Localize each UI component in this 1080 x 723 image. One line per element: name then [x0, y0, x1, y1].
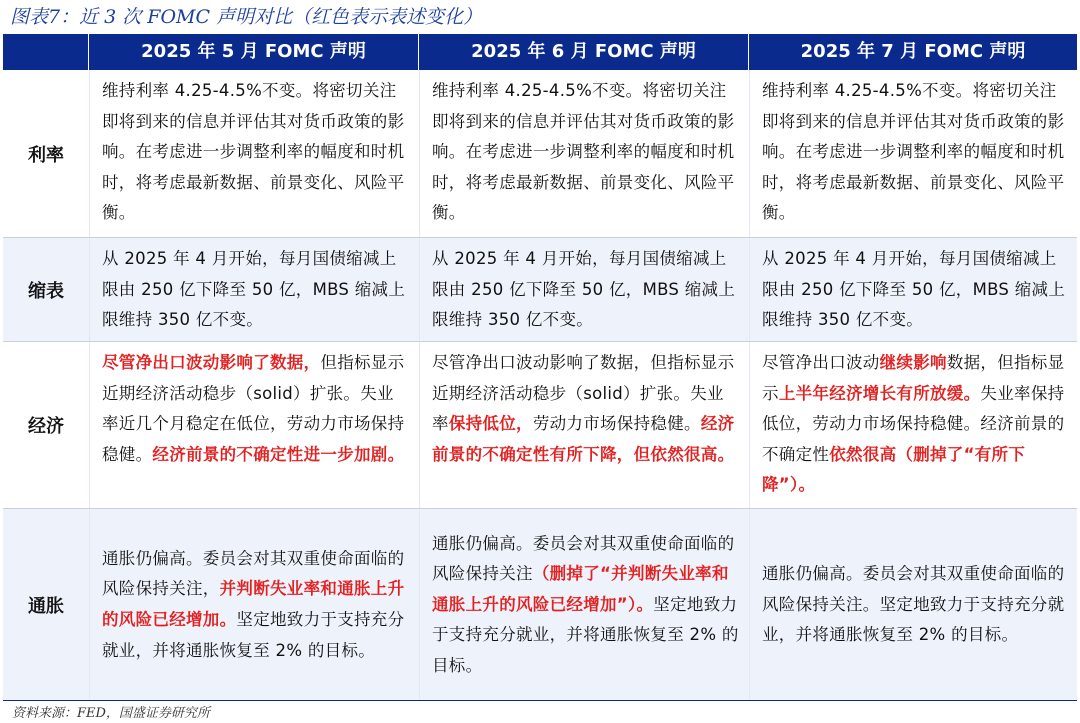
- row-label-rate: 利率: [28, 144, 64, 166]
- table-header: [3, 34, 1077, 70]
- cell-rate-july: 维持利率 4.25-4.5%不变。将密切关注即将到来的信息并评估其对货币政策的影响。在考虑进一步调整利率的幅度和时机时，将考虑最新数据、前景变化、风险平衡。: [749, 70, 1077, 237]
- row-label-qt: 缩表: [28, 280, 64, 302]
- cell-qt-june: 从 2025 年 4 月开始，每月国债缩减上限由 250 亿下降至 50 亿，MBS 缩减上限维持 350 亿不变。: [419, 238, 749, 341]
- cell-text: 失业率保持低位，劳动力市场保持稳健。经济前景的不确定性: [762, 383, 1065, 464]
- cell-text: 尽管净出口波动: [762, 353, 880, 372]
- header-july: 2025 年 7 月 FOMC 声明: [800, 41, 1026, 62]
- change-highlight: 尽管净出口波动影响了数据，: [102, 353, 321, 372]
- cell-inflation-july: 通胀仍偏高。委员会对其双重使命面临的风险保持关注。坚定地致力于支持充分就业，并将通胀恢复至 2% 的目标。: [749, 509, 1077, 701]
- cell-text: 通胀仍偏高。委员会对其双重使命面临的风险保持关注: [432, 533, 735, 584]
- cell-economy-may: [89, 342, 419, 508]
- change-highlight: （删掉了“并判断失业率和通胀上升的风险已经增加”）。: [432, 564, 729, 614]
- cell-text: 通胀仍偏高。委员会对其双重使命面临的风险保持关注，: [102, 548, 405, 599]
- row-label-economy: 经济: [28, 416, 64, 437]
- table-row-inflation: [3, 509, 1077, 701]
- cell-text: 坚定地致力于支持充分就业，并将通胀恢复至 2% 的目标。: [432, 594, 739, 675]
- header-corner: [3, 34, 89, 70]
- cell-economy-june: [419, 342, 749, 508]
- cell-text: 数据，但指标显示: [762, 353, 1065, 403]
- change-highlight: 经济前景的不确定性有所下降，但依然很高。: [432, 414, 735, 464]
- cell-text: 劳动力市场保持稳健。: [532, 414, 701, 434]
- table-row-economy: [3, 342, 1077, 509]
- figure-title: 图表7：近 3 次 FOMC 声明对比（红色表示表述变化）: [10, 6, 483, 28]
- change-highlight: 保持低位，: [448, 414, 533, 434]
- cell-qt-july: 从 2025 年 4 月开始，每月国债缩减上限由 250 亿下降至 50 亿，MBS 缩减上限维持 350 亿不变。: [749, 238, 1077, 341]
- change-highlight: 继续影响: [879, 353, 947, 372]
- cell-inflation-june: [419, 509, 749, 701]
- change-highlight: 经济前景的不确定性进一步加剧。: [152, 444, 405, 464]
- cell-text: 尽管净出口波动影响了数据，但指标显示近期经济活动稳步（solid）扩张。失业率: [432, 353, 735, 434]
- cell-text: 坚定地致力于支持充分就业，并将通胀恢复至 2% 的目标。: [102, 610, 405, 660]
- change-highlight: 依然很高（删掉了“有所下降”）。: [762, 444, 1026, 495]
- change-highlight: 并判断失业率和通胀上升的风险已经增加。: [102, 579, 405, 629]
- cell-rate-may: 维持利率 4.25-4.5%不变。将密切关注即将到来的信息并评估其对货币政策的影响。在考虑进一步调整利率的幅度和时机时，将考虑最新数据、前景变化、风险平衡。: [89, 70, 419, 237]
- cell-text: 但指标显示近期经济活动稳步（solid）扩张。失业率近几个月稳定在低位，劳动力市场保持稳健。: [102, 353, 405, 464]
- header-june: 2025 年 6 月 FOMC 声明: [419, 34, 749, 70]
- source-note: 资料来源：FED，国盛证券研究所: [12, 706, 210, 721]
- fomc-comparison-table: [3, 34, 1077, 701]
- cell-qt-may: 从 2025 年 4 月开始，每月国债缩减上限由 250 亿下降至 50 亿，MBS 缩减上限维持 350 亿不变。: [89, 238, 419, 341]
- change-highlight: 上半年经济增长有所放缓。: [778, 383, 981, 403]
- row-label-inflation: 通胀: [28, 596, 64, 617]
- header-may: 2025 年 5 月 FOMC 声明: [89, 34, 419, 70]
- table-row-qt: [3, 238, 1077, 342]
- table-row-rate: [3, 70, 1077, 238]
- table-bottom-rule: [3, 700, 1077, 701]
- cell-economy-july: [749, 342, 1077, 508]
- cell-inflation-may: [89, 509, 419, 701]
- cell-rate-june: 维持利率 4.25-4.5%不变。将密切关注即将到来的信息并评估其对货币政策的影响。在考虑进一步调整利率的幅度和时机时，将考虑最新数据、前景变化、风险平衡。: [419, 70, 749, 237]
